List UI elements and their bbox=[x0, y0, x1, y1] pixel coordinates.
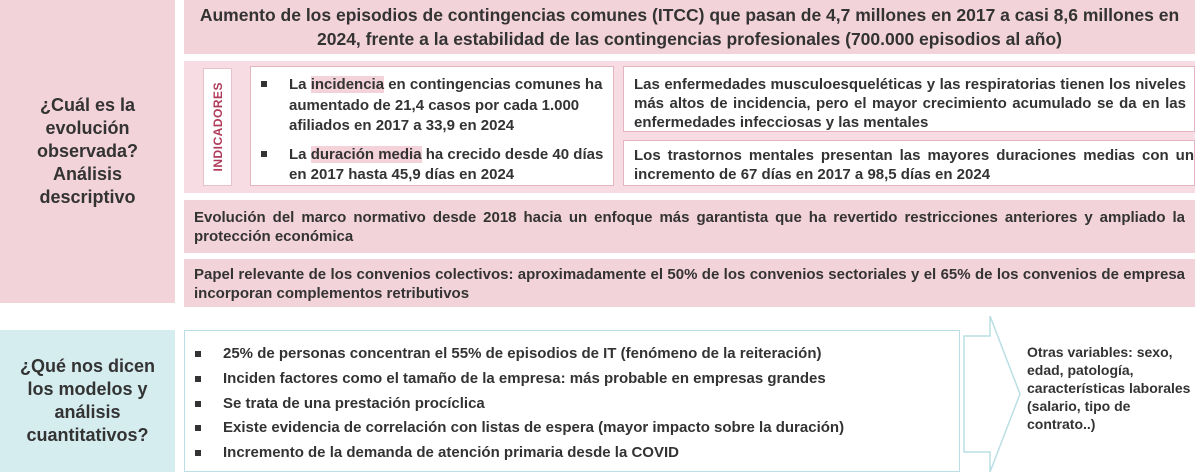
indicator-text-incidence: La incidencia en contingencias comunes ha aumentado de 21,4 casos por cada 1.000 afiliados en 2017 a 33,9 en 2024 bbox=[289, 76, 603, 134]
quantitative-bullet-text: Existe evidencia de correlación con listas de espera (mayor impacto sobre la duración) bbox=[223, 419, 845, 437]
other-variables-note: Otras variables: sexo, edad, patología, características laborales (salario, tipo de contrato..) bbox=[1027, 344, 1191, 432]
quantitative-bullet bbox=[195, 443, 959, 468]
highlight-incidencia: incidencia bbox=[310, 76, 385, 93]
indicator-text-duration: La duración media ha crecido desde 40 días en 2017 hasta 45,9 días en 2024 bbox=[289, 145, 604, 183]
headline-text: Aumento de los episodios de contingencias comunes (ITCC) que pasan de 4,7 millones en 2017 a casi 8,6 millones en 2024, frente a la estabilidad de las contingencias profesionales (700.000 episodios al año) bbox=[199, 5, 1180, 49]
quantitative-bullet-text: Inciden factores como el tamaño de la empresa: más probable en empresas grandes bbox=[223, 369, 826, 387]
headline-banner bbox=[184, 0, 1195, 54]
indicator-bullet-incidence bbox=[261, 75, 605, 137]
arrow-chevron-icon bbox=[962, 316, 1022, 472]
quantitative-bullet bbox=[195, 394, 959, 419]
section-label-text: ¿Cuál es la evolución observada? Análisis descriptivo bbox=[36, 95, 139, 207]
quantitative-findings-box bbox=[184, 330, 960, 472]
quantitative-bullet-text: Se trata de una prestación procíclica bbox=[223, 394, 485, 412]
section-label-evolution bbox=[0, 0, 175, 303]
box-incidence-diseases: Las enfermedades musculoesqueléticas y las respiratorias tienen los niveles más altos de incidencia, pero el mayor crecimiento acumulado se da en las enfermedades infecciosas y las mentales bbox=[623, 66, 1195, 132]
quantitative-bullet bbox=[195, 369, 959, 394]
indicators-bullets-box bbox=[250, 66, 614, 186]
strip-regulatory-framework: Evolución del marco normativo desde 2018 hacia un enfoque más garantista que ha revertido restricciones anteriores y ampliado la protección económica bbox=[184, 200, 1195, 253]
indicators-tab-label: INDICADORES bbox=[210, 82, 225, 172]
indicators-tab bbox=[203, 68, 232, 186]
quantitative-bullet-text: 25% de personas concentran el 55% de episodios de IT (fenómeno de la reiteración) bbox=[223, 345, 822, 362]
quantitative-bullet-text: Incremento de la demanda de atención primaria desde la COVID bbox=[223, 444, 679, 462]
box-mental-duration: Los trastornos mentales presentan las mayores duraciones medias con un incremento de 67 días en 2017 a 98,5 días en 2024 bbox=[623, 140, 1195, 186]
quantitative-bullets-list bbox=[195, 344, 959, 468]
quantitative-bullet bbox=[195, 418, 959, 443]
strip-collective-agreements: Papel relevante de los convenios colectivos: aproximadamente el 50% de los convenios sectoriales y el 65% de los convenios de empresa incorporan complementos retributivos bbox=[184, 259, 1195, 307]
section-label-models bbox=[0, 330, 175, 472]
quantitative-bullet bbox=[195, 344, 959, 369]
indicator-bullet-duration bbox=[261, 145, 605, 186]
section-label-text: ¿Qué nos dicen los modelos y análisis cuantitativos? bbox=[19, 356, 156, 445]
highlight-duracion-media: duración media bbox=[310, 145, 422, 163]
